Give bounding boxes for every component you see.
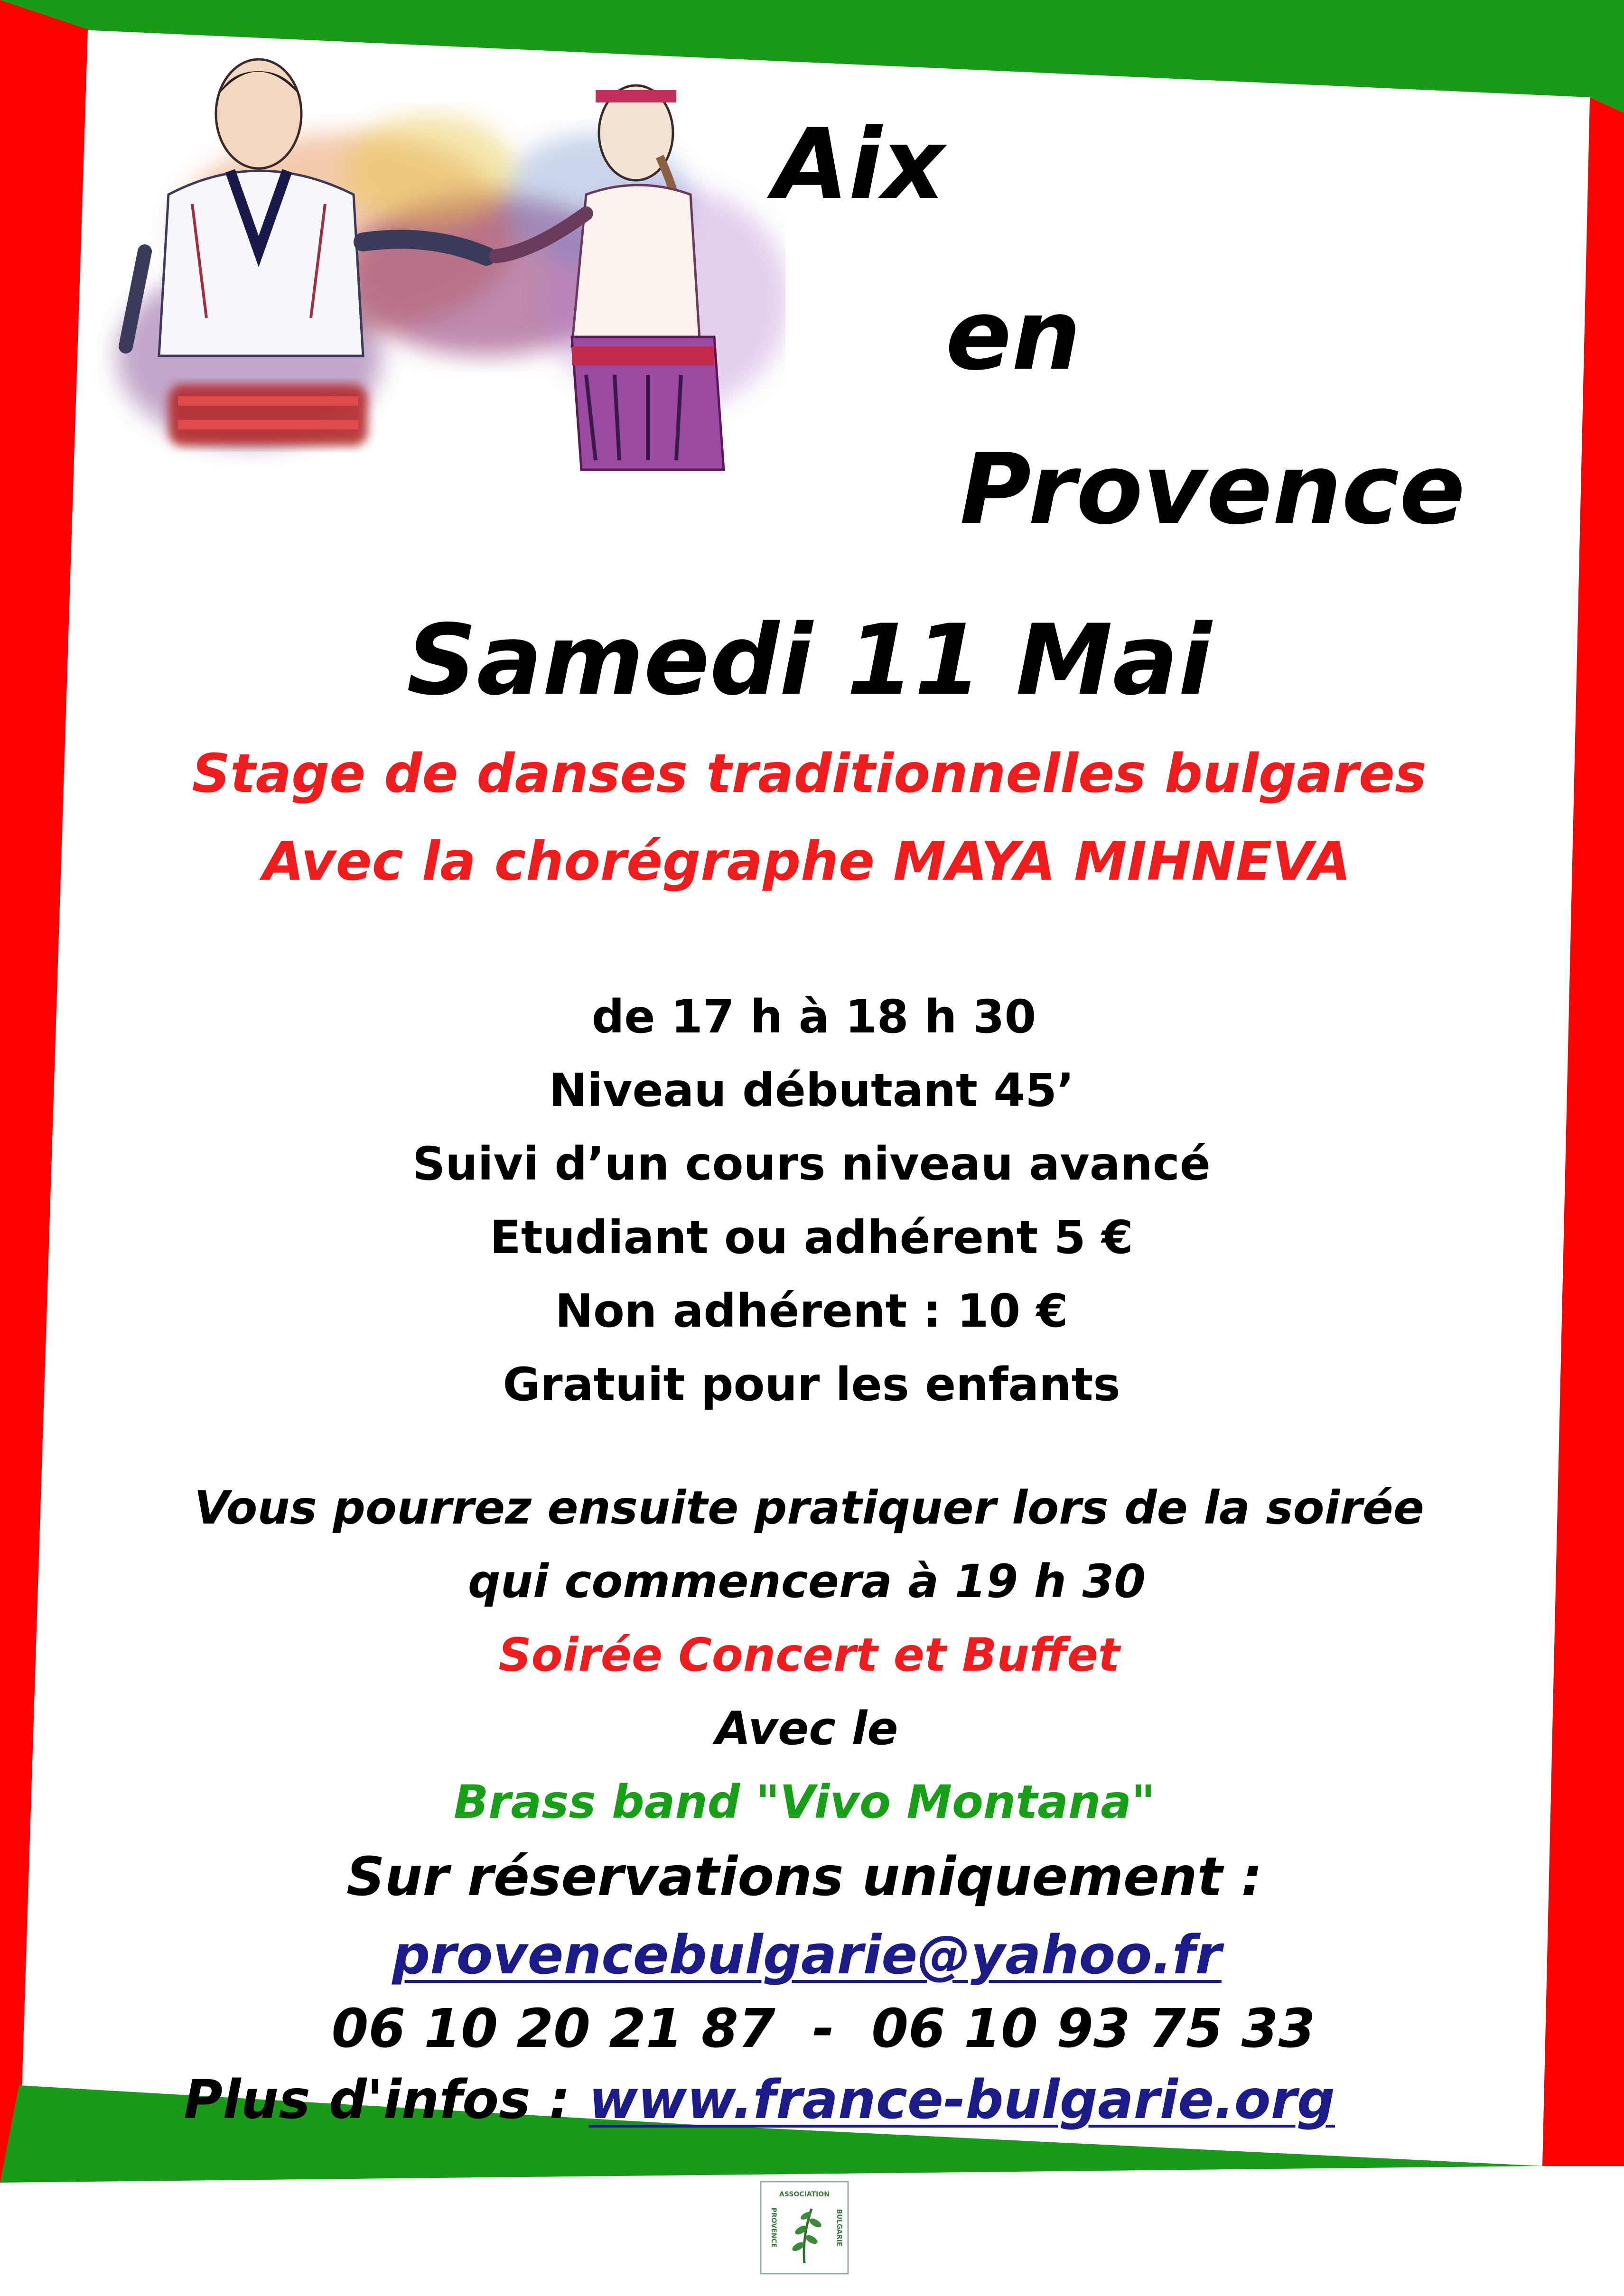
schedule-time: de 17 h à 18 h 30 <box>591 990 1036 1043</box>
phone-numbers: 06 10 20 21 87 - 06 10 93 75 33 <box>331 1998 1316 2060</box>
logo-text-right: BULGARIE <box>835 2209 843 2247</box>
dancers-illustration <box>97 52 785 508</box>
title-en: en <box>945 279 1081 392</box>
title-provence: Provence <box>960 433 1465 546</box>
title-aix: Aix <box>773 108 945 221</box>
schedule-advanced: Suivi d’un cours niveau avancé <box>412 1137 1211 1190</box>
concert-buffet: Soirée Concert et Buffet <box>498 1628 1120 1682</box>
evening-line-2: qui commencera à 19 h 30 <box>468 1555 1146 1608</box>
website-link[interactable]: www.france-bulgarie.org <box>588 2069 1335 2131</box>
choreographer-line: Avec la chorégraphe MAYA MIHNEVA <box>262 831 1351 892</box>
more-info-label: Plus d'infos : <box>183 2069 570 2131</box>
association-logo <box>759 2180 849 2275</box>
event-date: Samedi 11 Mai <box>406 604 1212 717</box>
workshop-subtitle: Stage de danses traditionnelles bulgares <box>192 743 1427 805</box>
price-non-member: Non adhérent : 10 € <box>555 1284 1068 1338</box>
logo-text-top: ASSOCIATION <box>779 2191 830 2198</box>
brass-band: Brass band "Vivo Montana" <box>453 1775 1156 1829</box>
avec-le: Avec le <box>715 1702 898 1755</box>
email-link[interactable]: provencebulgarie@yahoo.fr <box>392 1924 1222 1986</box>
schedule-level: Niveau débutant 45’ <box>549 1064 1074 1117</box>
left-red-band <box>0 0 88 2183</box>
price-student: Etudiant ou adhérent 5 € <box>490 1211 1133 1264</box>
reservation-line: Sur réservations uniquement : <box>346 1846 1262 1908</box>
evening-line-1: Vous pourrez ensuite pratiquer lors de la soirée <box>194 1481 1424 1534</box>
right-red-band <box>1542 97 1624 2166</box>
more-info <box>183 2069 1335 2131</box>
logo-text-left: PROVENCE <box>770 2207 777 2248</box>
price-children: Gratuit pour les enfants <box>503 1358 1120 1411</box>
